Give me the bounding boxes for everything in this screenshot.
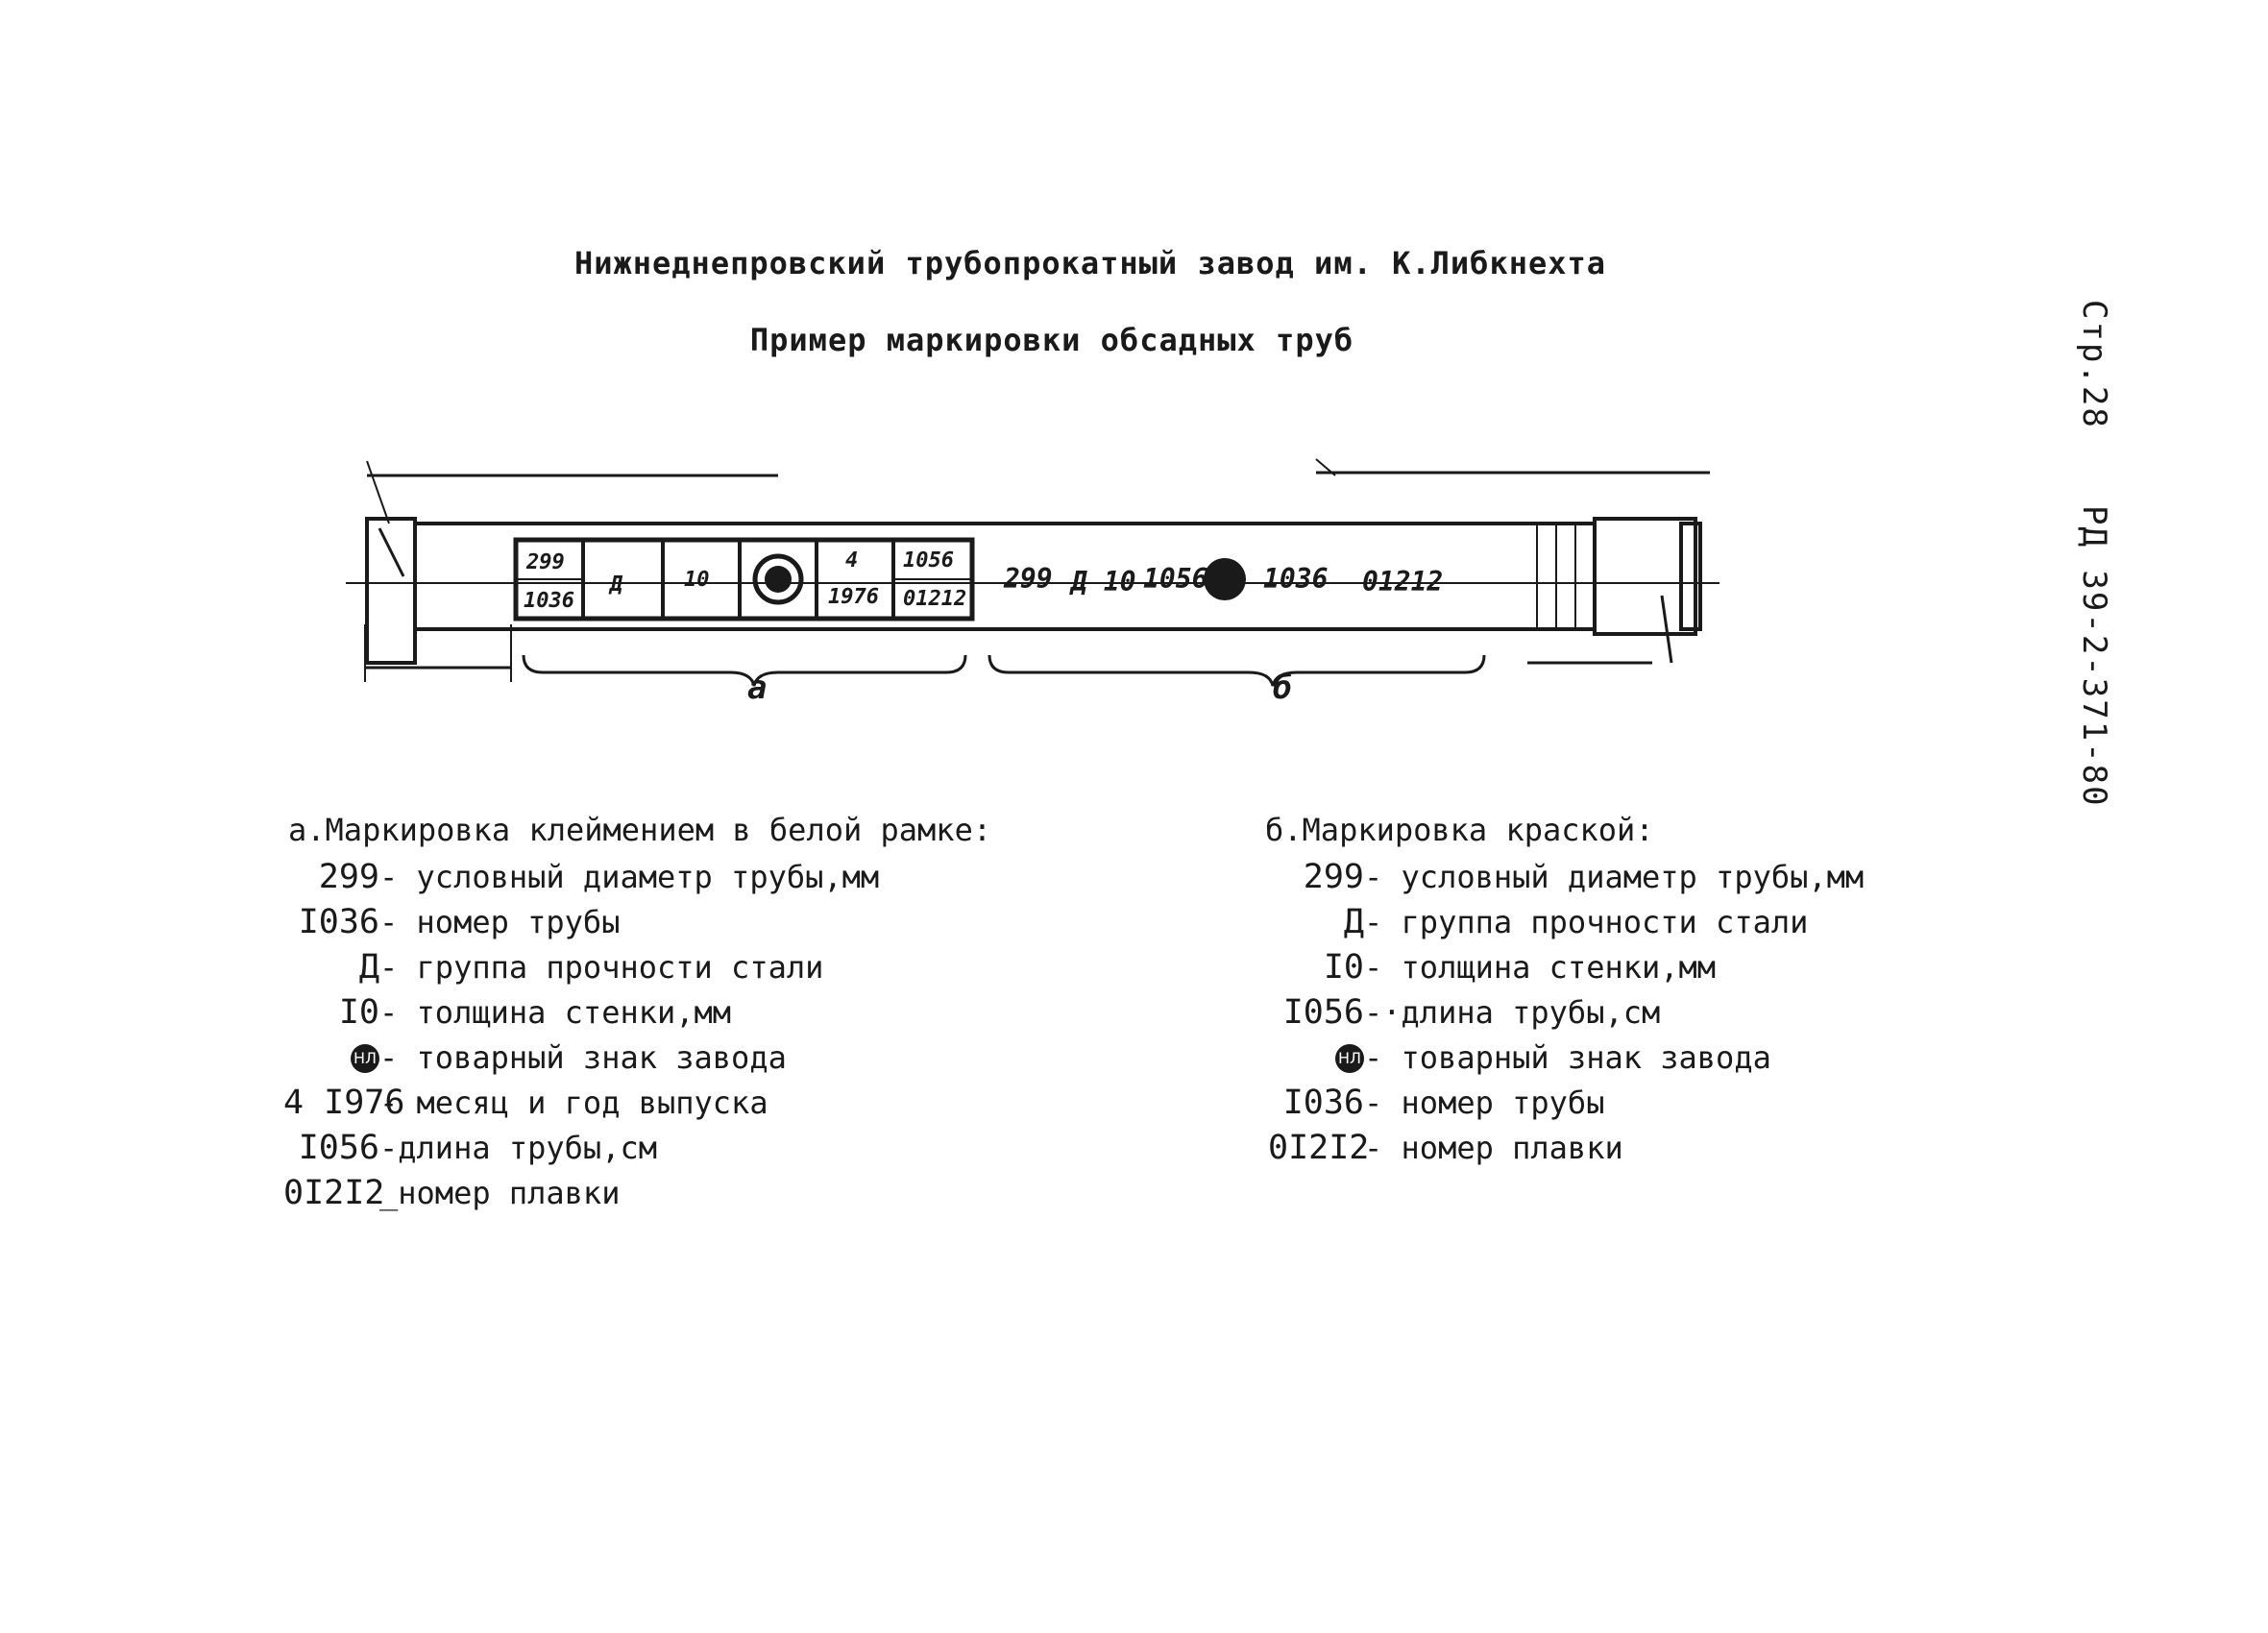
legend-row — [1268, 993, 1660, 1032]
legend-code: I056 — [1282, 993, 1364, 1032]
legend-code: I036 — [1282, 1084, 1364, 1122]
stamp-cell-6: 1056 — [903, 548, 954, 573]
legend-code: 0I2I2 — [1268, 1129, 1370, 1167]
legend-code: Д — [358, 948, 379, 987]
legend-description: - номер трубы — [1364, 1085, 1605, 1121]
legend-description: - номер плавки — [1364, 1130, 1623, 1166]
paint-logo-icon — [1204, 558, 1246, 600]
legend-code: I036 — [298, 903, 379, 941]
page-number: Стр.28 — [2075, 300, 2113, 429]
paint-text-3: 1056 — [1143, 563, 1208, 595]
legend-row — [283, 993, 731, 1032]
stamp-logo-icon — [765, 566, 792, 593]
paint-text-4: 1036 — [1263, 563, 1329, 595]
logo-mark-icon: НЛ — [1335, 1044, 1364, 1073]
legend-b-heading: б.Маркировка краской: — [1265, 812, 1654, 848]
stamp-cell-6b: 01212 — [903, 587, 967, 611]
stamp-cell-3: 10 — [684, 568, 710, 592]
legend-description: - товарный знак завода — [1364, 1039, 1771, 1076]
logo-mark-icon: НЛ — [351, 1044, 379, 1073]
legend-row — [1268, 1129, 1623, 1167]
legend-code: I056 — [298, 1129, 379, 1167]
page-title: Пример маркировки обсадных труб — [749, 322, 1354, 358]
legend-row — [283, 1129, 657, 1167]
pipe-drawing — [0, 0, 2268, 768]
legend-row — [283, 858, 879, 896]
stamp-cell-1: 299 — [526, 550, 565, 574]
legend-row — [1268, 858, 1864, 896]
document-code: РД 39-2-371-80 — [2075, 505, 2113, 808]
legend-row — [1268, 1084, 1604, 1122]
plant-heading: Нижнеднепровский трубопрокатный завод им. К.Либкнехта — [573, 245, 1607, 281]
legend-description: - толщина стенки,мм — [1364, 949, 1717, 986]
legend-code: I0 — [1323, 948, 1364, 987]
legend-description: _номер плавки — [379, 1175, 621, 1211]
legend-code: 4 I976 — [283, 1084, 405, 1122]
legend-description: - условный диаметр трубы,мм — [379, 859, 880, 895]
legend-code: 299 — [318, 858, 379, 896]
stamp-cell-5: 4 — [845, 548, 859, 573]
paint-text-1: 299 — [1004, 563, 1053, 595]
legend-description: -длина трубы,см — [379, 1130, 657, 1166]
legend-description: - условный диаметр трубы,мм — [1364, 859, 1865, 895]
legend-description: - месяц и год выпуска — [379, 1085, 768, 1121]
left-coupling — [367, 519, 415, 663]
legend-row — [283, 1038, 787, 1077]
legend-row — [283, 1084, 768, 1122]
legend-code: 299 — [1303, 858, 1364, 896]
stamp-cell-1b: 1036 — [524, 589, 574, 613]
legend-description: - группа прочности стали — [379, 949, 824, 986]
stamp-cell-5b: 1976 — [828, 585, 879, 609]
paint-text-5: 01212 — [1362, 566, 1444, 597]
plant-logo-icon — [1268, 1038, 1364, 1077]
legend-row — [1268, 903, 1808, 941]
legend-code: 0I2I2 — [283, 1174, 385, 1212]
legend-description: - толщина стенки,мм — [379, 994, 732, 1031]
legend-description: - товарный знак завода — [379, 1039, 787, 1076]
legend-code: I0 — [338, 993, 379, 1032]
legend-row — [283, 903, 620, 941]
legend-row — [283, 948, 823, 987]
legend-description: - группа прочности стали — [1364, 904, 1809, 940]
legend-row — [283, 1174, 620, 1212]
legend-row — [1268, 948, 1716, 987]
section-b-label: б — [1273, 669, 1293, 707]
legend-code: Д — [1343, 903, 1364, 941]
plant-logo-icon — [283, 1038, 379, 1077]
legend-a-heading: а.Маркировка клеймением в белой рамке: — [288, 812, 992, 848]
legend-description: - номер трубы — [379, 904, 621, 940]
section-a-label: а — [747, 669, 768, 707]
paint-text-2: Д 10 — [1071, 566, 1136, 597]
legend-description: -·длина трубы,см — [1364, 994, 1661, 1031]
legend-row — [1268, 1038, 1771, 1077]
stamp-cell-2: Д — [610, 573, 623, 597]
